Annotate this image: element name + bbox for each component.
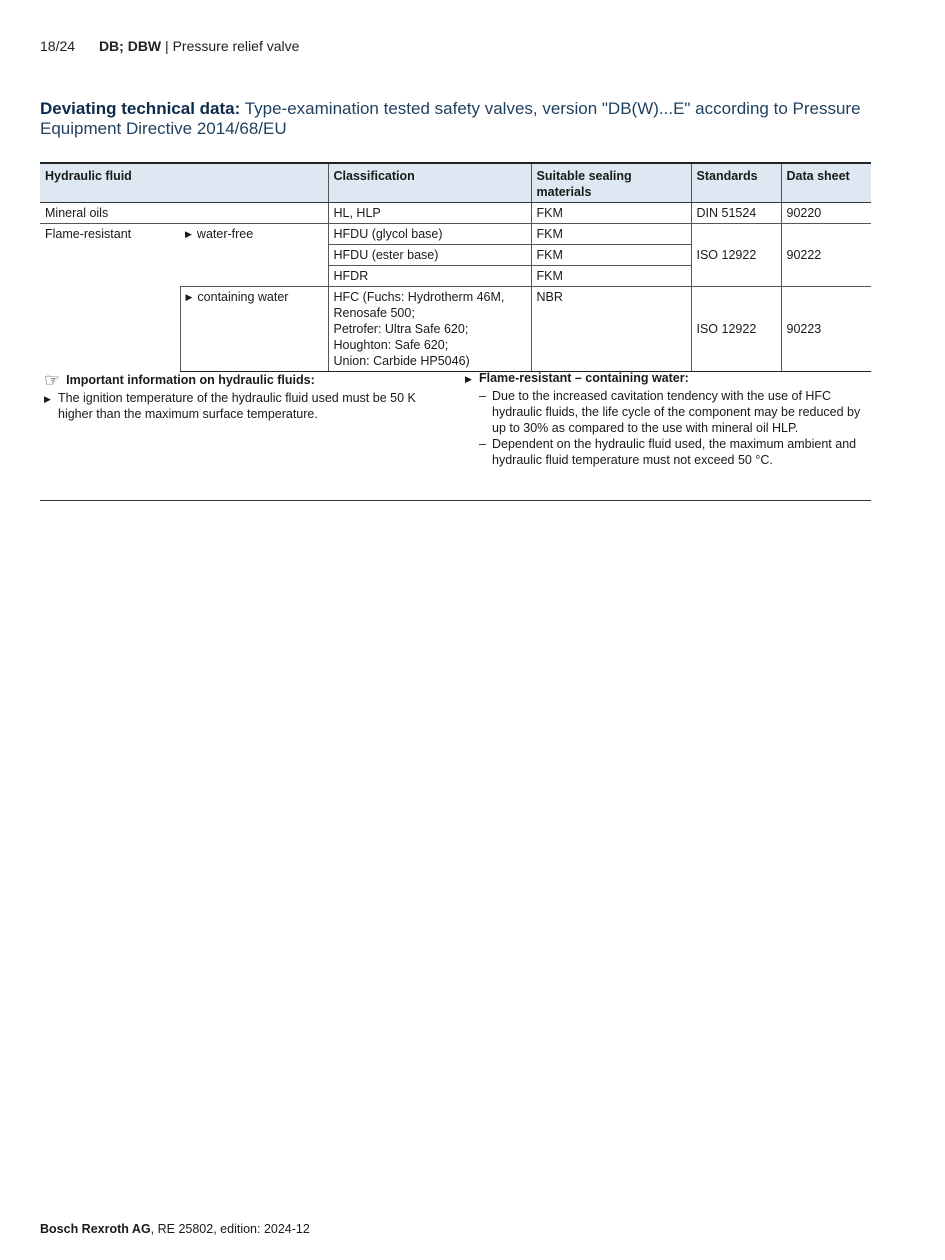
- notes-section: [40, 370, 871, 501]
- cell-flame-resistant: [40, 224, 180, 372]
- flame-resistant-label: Flame-resistant: [45, 227, 132, 241]
- cell-datasheet: 90220: [781, 203, 871, 224]
- triangle-bullet-icon: ▶: [44, 394, 51, 404]
- cell-containing-water: [180, 287, 328, 372]
- header-standards: Standards: [691, 163, 781, 203]
- cell-fluid: Mineral oils: [40, 203, 328, 224]
- note-text: The ignition temperature of the hydraulic fluid used must be 50 K higher than the maximum surface temperature.: [58, 391, 416, 421]
- cell-sealing: FKM: [531, 266, 691, 287]
- list-item: [465, 436, 871, 468]
- important-info-note: [44, 370, 444, 422]
- page-header: [40, 38, 299, 54]
- classification-line: Petrofer: Ultra Safe 620;: [333, 322, 469, 336]
- cell-water-free: [180, 224, 328, 287]
- list-item: [44, 390, 444, 422]
- note-title: Important information on hydraulic fluids:: [66, 373, 315, 387]
- pointing-hand-icon: ☞: [44, 370, 61, 390]
- note-text: Dependent on the hydraulic fluid used, the maximum ambient and hydraulic fluid temperature must not exceed 50 °C.: [492, 437, 857, 467]
- triangle-bullet-icon: ▶: [185, 229, 192, 239]
- page-footer: [40, 1222, 310, 1236]
- classification-line: Renosafe 500;: [333, 306, 415, 320]
- list-item: [465, 388, 871, 436]
- cell-standard: ISO 12922: [691, 287, 781, 372]
- classification-line: Houghton: Safe 620;: [333, 338, 449, 352]
- header-classification: Classification: [328, 163, 531, 203]
- note-heading: [465, 370, 871, 387]
- classification-line: Union: Carbide HP5046): [333, 354, 470, 368]
- cell-standard: DIN 51524: [691, 203, 781, 224]
- triangle-bullet-icon: ▶: [465, 374, 472, 384]
- page-subtitle: Pressure relief valve: [172, 38, 300, 54]
- table-header-row: [40, 163, 871, 203]
- dash-bullet: –: [479, 437, 486, 451]
- note-title: Flame-resistant – containing water:: [479, 371, 689, 385]
- page-number: 18/24: [40, 38, 76, 54]
- cell-sealing: NBR: [531, 287, 691, 372]
- table-row: [40, 224, 871, 245]
- cell-classification: HL, HLP: [328, 203, 531, 224]
- cell-sealing: FKM: [531, 203, 691, 224]
- cell-datasheet: 90222: [781, 224, 871, 287]
- product-code: DB; DBW: [98, 38, 162, 54]
- classification-line: HFC (Fuchs: Hydrotherm 46M,: [333, 290, 505, 304]
- cell-sealing: FKM: [531, 245, 691, 266]
- note-text: Due to the increased cavitation tendency with the use of HFC hydraulic fluids, the life cycle of the component may be reduced by up to 30% as compared to the use with mineral oil HLP.: [492, 389, 861, 435]
- header-datasheet: Data sheet: [781, 163, 871, 203]
- header-separator: |: [165, 38, 169, 54]
- flame-resistant-note: [465, 370, 871, 468]
- cell-standard: ISO 12922: [691, 224, 781, 287]
- cell-classification: HFDR: [328, 266, 531, 287]
- cell-datasheet: 90223: [781, 287, 871, 372]
- company-name: Bosch Rexroth AG: [40, 1222, 151, 1236]
- cell-classification: HFDU (glycol base): [328, 224, 531, 245]
- table-row: [40, 203, 871, 224]
- water-free-label: water-free: [196, 227, 254, 241]
- header-hydraulic-fluid: Hydraulic fluid: [40, 163, 328, 203]
- cell-sealing: FKM: [531, 224, 691, 245]
- cell-classification: HFDU (ester base): [328, 245, 531, 266]
- hydraulic-fluid-table: [40, 162, 871, 372]
- containing-water-label: containing water: [197, 290, 289, 304]
- dash-bullet: –: [479, 389, 486, 403]
- header-sealing: Suitable sealing materials: [531, 163, 691, 203]
- section-heading: [40, 99, 880, 139]
- heading-text: Type-examination tested safety valves, version "DB(W)...E" according to Pressure Equipment Directive 2014/68/EU: [40, 99, 861, 138]
- cell-classification: [328, 287, 531, 372]
- triangle-bullet-icon: ▶: [185, 292, 193, 302]
- heading-bold: Deviating technical data:: [40, 99, 241, 118]
- footer-details: , RE 25802, edition: 2024-12: [150, 1222, 310, 1236]
